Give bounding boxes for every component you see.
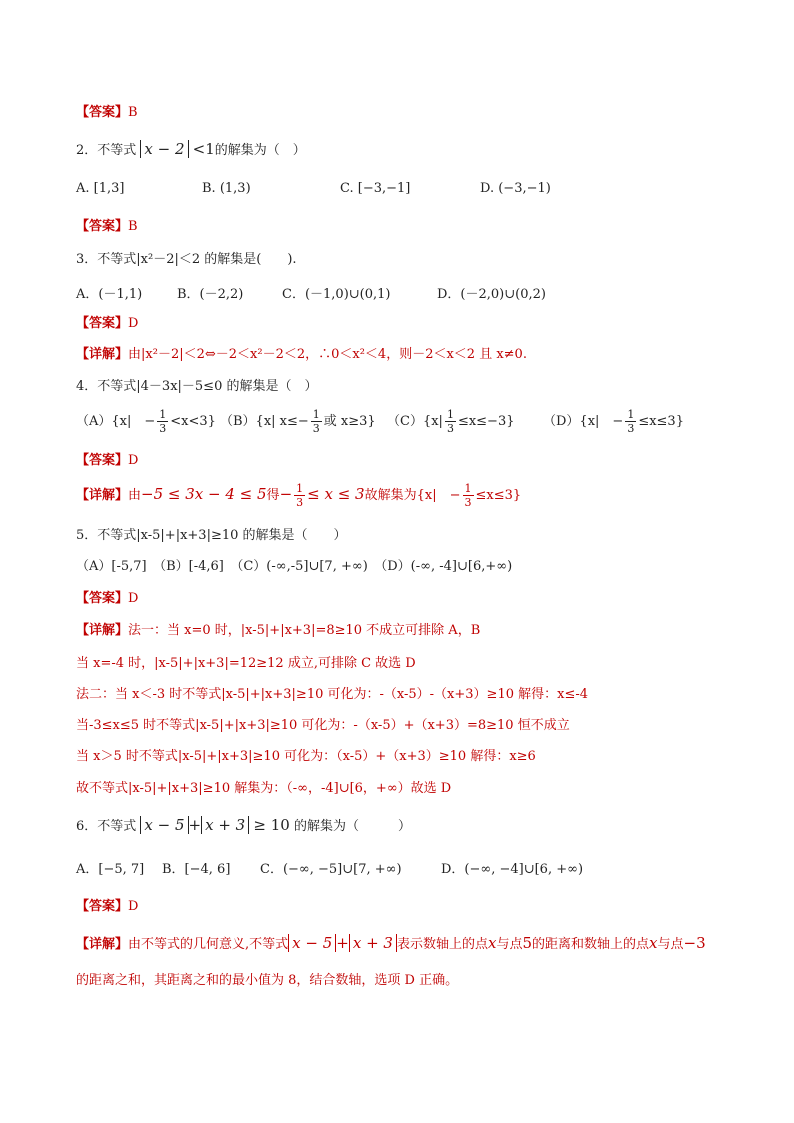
numerator: 1 — [627, 408, 635, 421]
explanation-5-line-3: 法二：当 x＜-3 时不等式|x-5|+|x+3|≥10 可化为：-（x-5）-（x+3）≥10 解得：x≤-4 — [76, 687, 589, 702]
q6-option-c: C．(−∞, −5]∪[7, +∞) — [260, 862, 402, 877]
option-suffix: ≤x≤3} — [638, 414, 684, 429]
fraction — [625, 408, 636, 435]
answer-tag: 【答案】 — [76, 219, 129, 234]
option-suffix: <x<3} — [170, 414, 216, 429]
fraction — [445, 408, 456, 435]
numerator: 1 — [159, 408, 167, 421]
question-tail: 的解集为（ ） — [214, 143, 306, 158]
text: 表示数轴上的点 — [396, 937, 488, 952]
text: 得 — [266, 488, 280, 503]
q2-option-d: D. (−3,−1) — [480, 181, 551, 196]
q3-option-c: C．(－1,0)∪(0,1) — [282, 287, 391, 302]
answer-tag: 【答案】 — [76, 105, 129, 120]
answer-6 — [76, 898, 138, 916]
text: 的距离和数轴上的点 — [532, 937, 650, 952]
q6-option-b: B．[−4, 6] — [162, 862, 231, 877]
explanation-tag: 【详解】 — [76, 623, 129, 638]
q3-option-d: D．(－2,0)∪(0,2) — [437, 287, 546, 302]
inequality: −5 ≤ 3x − 4 ≤ 5 — [141, 485, 267, 503]
q6-option-a: A．[−5, 7] — [76, 862, 145, 877]
explanation-5-line-4: 当-3≤x≤5 时不等式|x-5|+|x+3|≥10 可化为：-（x-5）+（x+3）=8≥10 恒不成立 — [76, 718, 570, 733]
answer-2 — [76, 218, 138, 236]
numerator: 1 — [296, 482, 304, 495]
denominator: 3 — [464, 496, 472, 509]
explanation-text: 由|x²－2|＜2⇔－2＜x²－2＜2，∴0＜x²＜4，则－2＜x＜2 且 x≠0. — [128, 347, 527, 362]
answer-tag: 【答案】 — [76, 316, 129, 331]
q2-option-c: C. [−3,−1] — [340, 181, 411, 196]
numerator: 1 — [446, 408, 454, 421]
abs-expression: x − 5 — [288, 934, 336, 952]
plus-sign: + — [188, 816, 202, 834]
answer-value: D — [128, 591, 139, 606]
explanation-tag: 【详解】 — [76, 937, 129, 952]
relation: ≥ 10 — [253, 816, 290, 834]
abs-expression: x − 5 — [140, 816, 188, 834]
minus-sign: − — [279, 485, 293, 503]
option-prefix: （D）{x| − — [543, 414, 624, 429]
numerator: 1 — [464, 482, 472, 495]
text: 由 — [128, 488, 142, 503]
denominator: 3 — [446, 422, 454, 435]
explanation-5-line-2: 当 x=-4 时，|x-5|+|x+3|=12≥12 成立,可排除 C 故选 D — [76, 656, 416, 671]
answer-tag: 【答案】 — [76, 453, 129, 468]
fraction — [157, 408, 168, 435]
explanation-5-line-6: 故不等式|x-5|+|x+3|≥10 解集为：（-∞，-4]∪[6，+∞）故选 D — [76, 781, 452, 796]
text: 与点 — [657, 937, 684, 952]
number: −3 — [683, 934, 706, 952]
option-suffix: ≤x≤−3} — [457, 414, 515, 429]
q4-option-d — [543, 408, 684, 435]
explanation-5-line-5: 当 x＞5 时不等式|x-5|+|x+3|≥10 可化为：（x-5）+（x+3）≥10 解得：x≥6 — [76, 749, 536, 764]
answer-5 — [76, 590, 138, 608]
numerator: 1 — [312, 408, 320, 421]
variable: x — [649, 934, 658, 952]
option-prefix: （C）{x| — [387, 414, 443, 429]
denominator: 3 — [296, 496, 304, 509]
answer-value: B — [128, 105, 138, 120]
q2-option-b: B. (1,3) — [202, 181, 251, 196]
answer-value: D — [128, 453, 139, 468]
q3-option-b: B．(－2,2) — [177, 287, 244, 302]
fraction — [294, 482, 305, 509]
explanation-6-line-2: 的距离之和，其距离之和的最小值为 8，结合数轴，选项 D 正确。 — [76, 973, 459, 988]
option-suffix: 或 x≥3} — [323, 414, 376, 429]
question-lead: 2．不等式 — [76, 143, 137, 158]
abs-expression: x + 3 — [349, 934, 397, 952]
abs-expression: x − 2 — [140, 140, 188, 158]
fraction — [311, 408, 322, 435]
text: 故解集为 — [364, 488, 417, 503]
explanation-tag: 【详解】 — [76, 347, 129, 362]
question-6 — [76, 816, 411, 836]
option-prefix: （B）{x| x≤− — [220, 414, 309, 429]
number: 5 — [522, 934, 532, 952]
answer-value: D — [128, 899, 139, 914]
fraction — [463, 482, 474, 509]
q2-option-a: A. [1,3] — [76, 181, 125, 196]
explanation-5-line-1 — [76, 622, 480, 640]
q4-option-c — [387, 408, 515, 435]
variable: x — [487, 934, 497, 952]
option-prefix: （A）{x| − — [76, 414, 156, 429]
answer-tag: 【答案】 — [76, 591, 129, 606]
question-2 — [76, 140, 306, 160]
denominator: 3 — [627, 422, 635, 435]
q5-options: （A）[-5,7] （B）[-4,6] （C）(-∞,-5]∪[7, +∞) （D）(-∞, -4]∪[6,+∞) — [76, 559, 513, 574]
text: {x| − — [416, 488, 461, 503]
explanation-6-line-1 — [76, 934, 706, 954]
question-3: 3．不等式|x²－2|＜2 的解集是( ). — [76, 252, 297, 267]
inequality: ≤ x ≤ 3 — [307, 485, 365, 503]
question-lead: 6．不等式 — [76, 819, 137, 834]
answer-1 — [76, 104, 138, 122]
explanation-tag: 【详解】 — [76, 488, 129, 503]
question-5: 5．不等式|x-5|+|x+3|≥10 的解集是（ ） — [76, 528, 347, 543]
text: ≤x≤3} — [475, 488, 522, 503]
q4-option-b — [220, 408, 376, 435]
relation: <1 — [192, 140, 215, 158]
q4-option-a — [76, 408, 216, 435]
explanation-text: 法一：当 x=0 时，|x-5|+|x+3|=8≥10 不成立可排除 A，B — [128, 623, 481, 638]
q6-option-d: D．(−∞, −4]∪[6, +∞) — [441, 862, 584, 877]
question-tail: 的解集为（ ） — [293, 819, 411, 834]
answer-4 — [76, 452, 138, 470]
plus-sign: + — [336, 934, 349, 952]
question-4: 4．不等式|4－3x|－5≤0 的解集是（ ） — [76, 379, 318, 394]
answer-tag: 【答案】 — [76, 899, 129, 914]
explanation-4 — [76, 482, 521, 509]
text: 与点 — [496, 937, 523, 952]
answer-value: D — [128, 316, 139, 331]
denominator: 3 — [159, 422, 167, 435]
q3-option-a: A．(－1,1) — [76, 287, 143, 302]
denominator: 3 — [312, 422, 320, 435]
abs-expression: x + 3 — [201, 816, 249, 834]
answer-3 — [76, 315, 138, 333]
explanation-3 — [76, 346, 527, 364]
answer-value: B — [128, 219, 138, 234]
text: 由不等式的几何意义,不等式 — [128, 937, 289, 952]
